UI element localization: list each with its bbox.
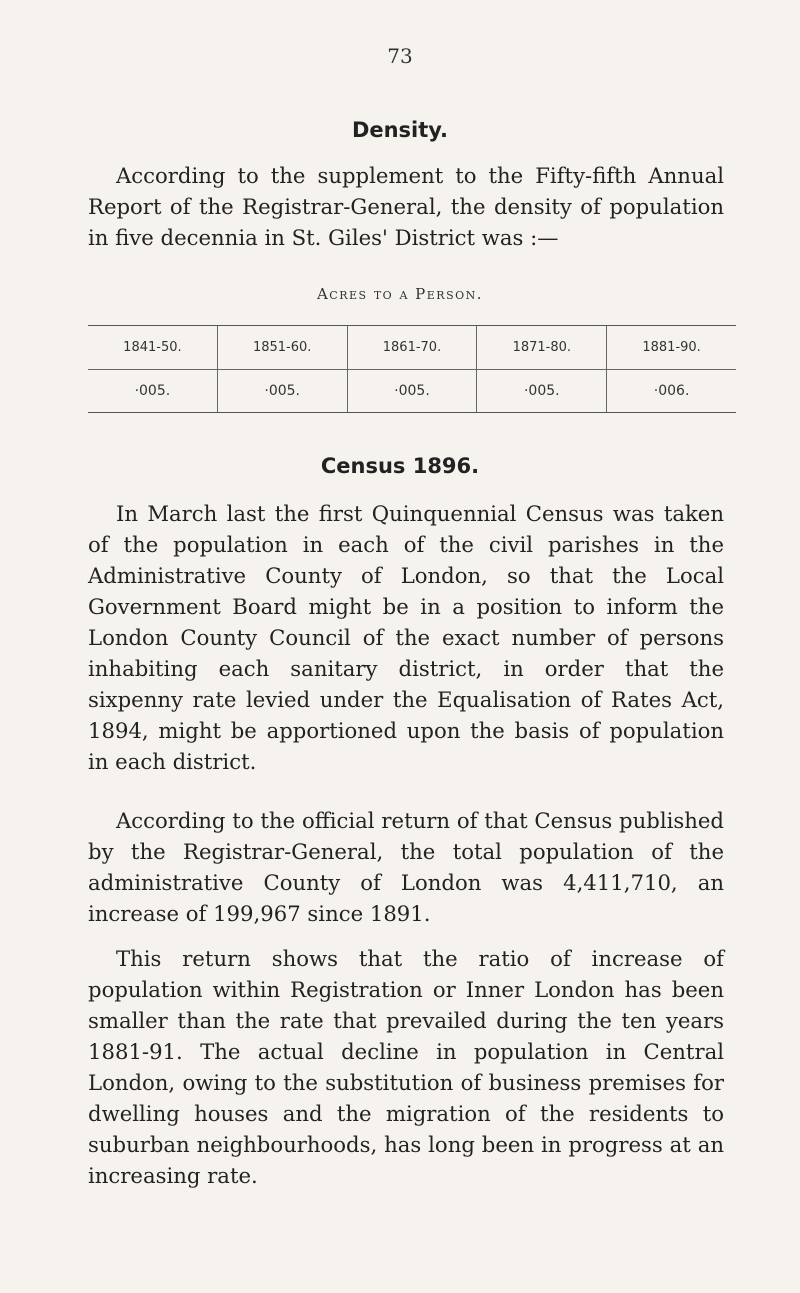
table-cell: ·006. — [606, 369, 736, 412]
column-header: 1871-80. — [476, 326, 606, 369]
table-row — [88, 369, 736, 412]
census-heading: Census 1896. — [320, 454, 480, 478]
table-cell: ·005. — [476, 369, 606, 412]
table-divider — [88, 369, 736, 370]
census-paragraph-1: In March last the first Quinquennial Census was taken of the population in each of the civil parishes in the Administrative County of London, so that the Local Government Board might be in a position to inform the London County Council of the exact number of persons inhabiting each sanitary district, in order that the sixpenny rate levied under the Equalisation of Rates Act, 1894, might be apportioned upon the basis of population in each district. — [88, 501, 724, 774]
table-cell: ·005. — [217, 369, 347, 412]
table-header-row — [88, 326, 736, 369]
column-header: 1861-70. — [347, 326, 477, 369]
density-heading: Density. — [351, 118, 449, 142]
density-table — [88, 325, 736, 413]
density-intro-paragraph: According to the supplement to the Fifty-fifth Annual Report of the Registrar-General, the density of population in five decennia in St. Giles' District was :— — [88, 163, 724, 250]
column-header: 1881-90. — [606, 326, 736, 369]
table-cell: ·005. — [134, 382, 171, 399]
page-number: 73 — [387, 44, 413, 68]
column-header: 1851-60. — [217, 326, 347, 369]
census-paragraph-3: This return shows that the ratio of increase of population within Registration or Inner London has been smaller than the rate that prevailed during the ten years 1881-91. The actual decline in population in Central London, owing to the substitution of business premises for dwelling houses and the migration of the residents to suburban neighbourhoods, has long been in progress at an increasing rate. — [88, 946, 724, 1188]
table-caption: Acres to a Person. — [316, 285, 484, 303]
census-paragraph-2: According to the official return of that Census published by the Registrar-General, the total population of the administrative County of London was 4,411,710, an increase of 199,967 since 1891. — [88, 808, 724, 926]
table-cell: ·005. — [347, 369, 477, 412]
column-header: 1841-50. — [123, 340, 182, 355]
